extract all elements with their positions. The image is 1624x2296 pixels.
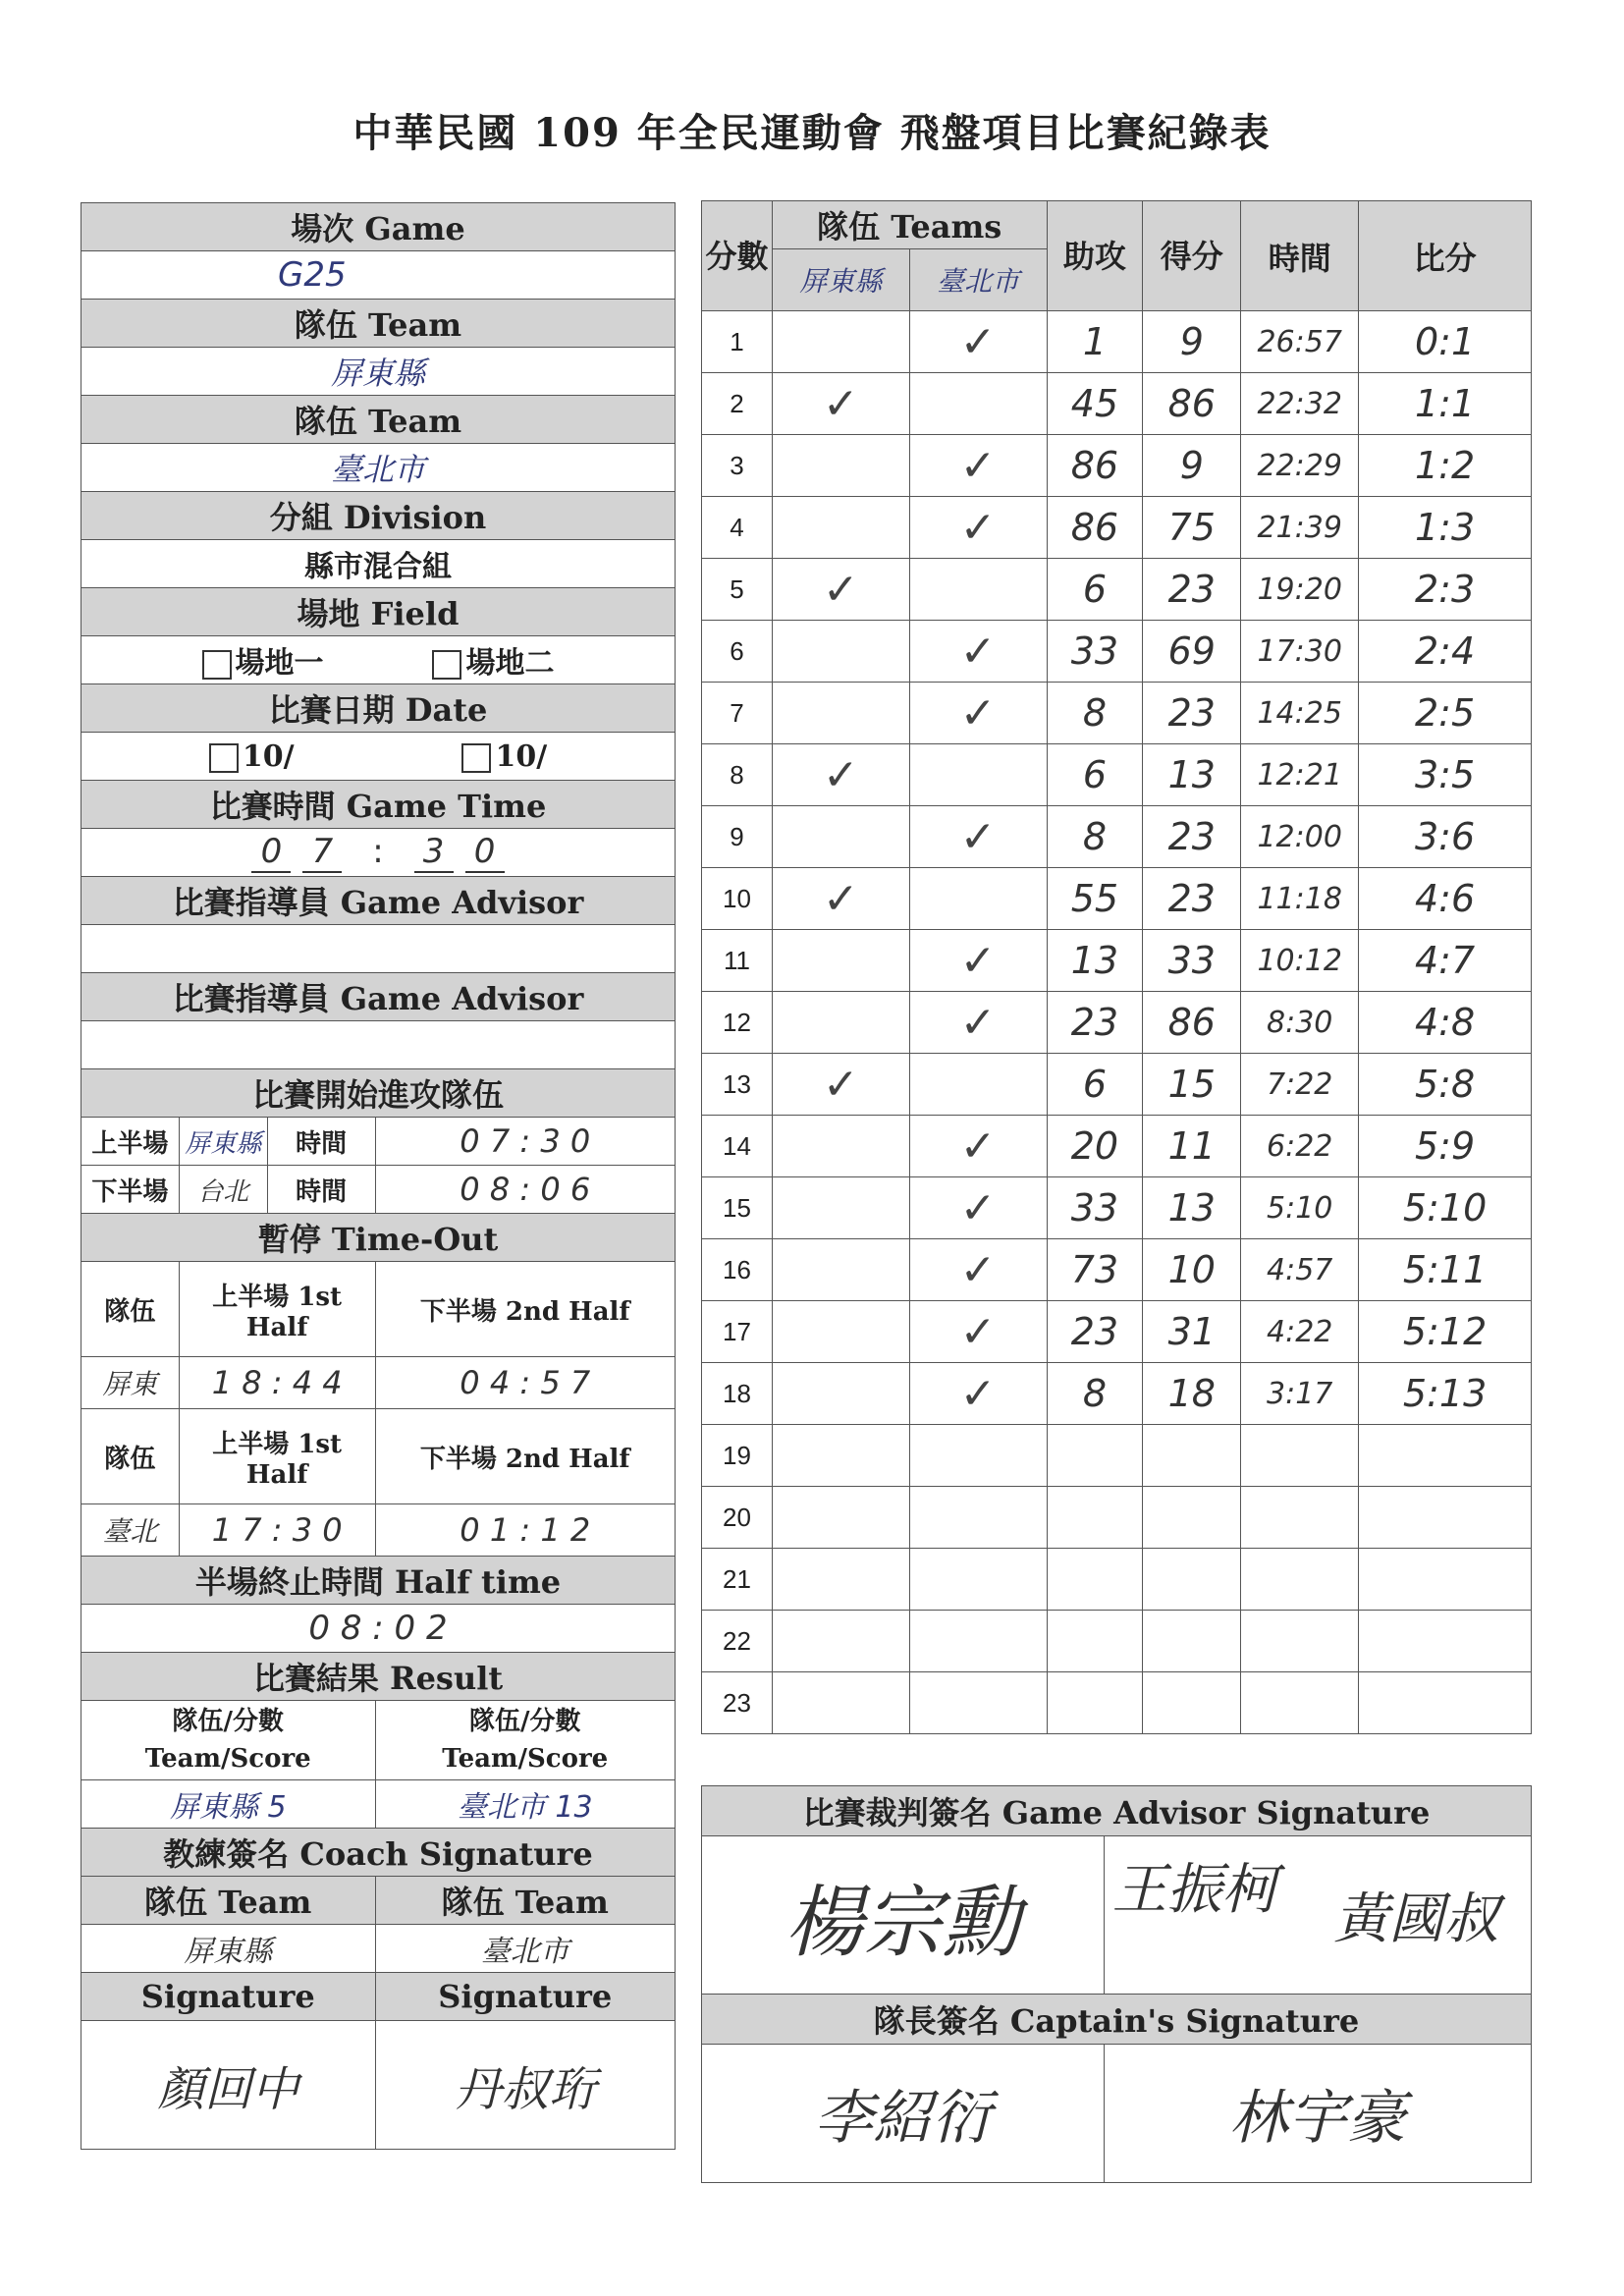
goal-time [1241,1611,1359,1672]
assist-number: 86 [1047,497,1143,559]
date-options [81,733,676,781]
advisor2-value [81,1021,676,1069]
team1-check [772,1116,909,1177]
date2-label: 10/ [495,738,548,774]
col-score-no: 分數 [702,201,773,311]
assist-number: 55 [1047,868,1143,930]
team2-check: ✓ [909,311,1047,373]
team2-check: ✓ [909,930,1047,992]
team2-label: 隊伍 Team [81,396,676,444]
team1-check [772,1239,909,1301]
row-number: 2 [702,373,773,435]
score-row [702,1487,1532,1549]
game-value: G25 [81,251,676,300]
assist-number: 8 [1047,806,1143,868]
goal-number: 75 [1143,497,1241,559]
team2-check: ✓ [909,435,1047,497]
goal-time [1241,1425,1359,1487]
timeout-h2-label-2: 下半場 2nd Half [375,1409,676,1504]
goal-time: 17:30 [1241,621,1359,683]
referee-signature-1: 楊宗勳 [702,1836,1105,1995]
field-options [81,636,676,684]
row-number: 6 [702,621,773,683]
score-row [702,1363,1532,1425]
row-number: 22 [702,1611,773,1672]
goal-number: 9 [1143,311,1241,373]
row-number: 3 [702,435,773,497]
score-row [702,806,1532,868]
running-score: 5:13 [1359,1363,1532,1425]
score-row [702,992,1532,1054]
assist-number: 1 [1047,311,1143,373]
goal-number: 11 [1143,1116,1241,1177]
goal-number: 15 [1143,1054,1241,1116]
assist-number: 8 [1047,1363,1143,1425]
field2-checkbox[interactable] [432,650,461,680]
assist-number [1047,1549,1143,1611]
row-number: 11 [702,930,773,992]
timeout-team2: 臺北 [81,1504,180,1557]
team1-label: 隊伍 Team [81,300,676,348]
score-row [702,683,1532,744]
first-offense-team: 屏東縣 [179,1118,267,1166]
team2-check: ✓ [909,621,1047,683]
score-row [702,1301,1532,1363]
team1-check [772,1301,909,1363]
team2-check [909,1672,1047,1734]
running-score [1359,1611,1532,1672]
goal-time: 3:17 [1241,1363,1359,1425]
team1-check [772,311,909,373]
assist-number [1047,1425,1143,1487]
division-label: 分組 Division [81,492,676,540]
col-time: 時間 [1241,201,1359,311]
score-table [701,200,1532,1734]
col-assist: 助攻 [1047,201,1143,311]
goal-time: 6:22 [1241,1116,1359,1177]
referee-signature-label: 比賽裁判簽名 Game Advisor Signature [702,1786,1532,1836]
assist-number: 6 [1047,1054,1143,1116]
team1-check: ✓ [772,559,909,621]
advisor1-value [81,925,676,973]
goal-time [1241,1549,1359,1611]
team2-check: ✓ [909,497,1047,559]
goal-number [1143,1549,1241,1611]
assist-number: 33 [1047,621,1143,683]
score-row [702,930,1532,992]
team1-check: ✓ [772,868,909,930]
goal-time: 22:29 [1241,435,1359,497]
team1-check: ✓ [772,744,909,806]
score-row [702,1239,1532,1301]
goal-number: 23 [1143,868,1241,930]
goal-time: 4:22 [1241,1301,1359,1363]
field1-checkbox[interactable] [202,650,232,680]
running-score [1359,1549,1532,1611]
coach-sig1-label: Signature [81,1973,376,2021]
timeout-team1-h2: 0 4 : 5 7 [375,1357,676,1409]
goal-number: 31 [1143,1301,1241,1363]
team2-check: ✓ [909,992,1047,1054]
score-row [702,373,1532,435]
date-label: 比賽日期 Date [81,684,676,733]
row-number: 10 [702,868,773,930]
captain-signature-label: 隊長簽名 Captain's Signature [702,1995,1532,2045]
running-score [1359,1487,1532,1549]
assist-number: 73 [1047,1239,1143,1301]
row-number: 23 [702,1672,773,1734]
row-number: 4 [702,497,773,559]
running-score: 4:6 [1359,868,1532,930]
advisor2-label: 比賽指導員 Game Advisor [81,973,676,1021]
row-number: 15 [702,1177,773,1239]
result-label: 比賽結果 Result [81,1653,676,1701]
running-score: 3:6 [1359,806,1532,868]
team2-check [909,1611,1047,1672]
team1-check: ✓ [772,1054,909,1116]
goal-number [1143,1672,1241,1734]
team1-check [772,1611,909,1672]
score-row [702,1177,1532,1239]
timeout-team-label-2: 隊伍 [81,1409,180,1504]
running-score: 1:1 [1359,373,1532,435]
goal-number: 33 [1143,930,1241,992]
assist-number: 6 [1047,559,1143,621]
timeout-label: 暫停 Time-Out [81,1214,676,1262]
row-number: 7 [702,683,773,744]
date2-checkbox[interactable] [461,743,491,773]
team2-check [909,868,1047,930]
row-number: 19 [702,1425,773,1487]
goal-number [1143,1487,1241,1549]
timeout-team1: 屏東 [81,1357,180,1409]
coach-signature-1: 顏回中 [81,2021,376,2150]
captain-signature-2: 林宇豪 [1104,2045,1532,2183]
goal-time: 12:21 [1241,744,1359,806]
goal-number: 86 [1143,373,1241,435]
score-row [702,435,1532,497]
team1-check [772,930,909,992]
team1-check [772,1549,909,1611]
timeout-h1-label: 上半場 1st Half [179,1262,375,1357]
running-score [1359,1672,1532,1734]
running-score: 1:3 [1359,497,1532,559]
timeout-h2-label: 下半場 2nd Half [375,1262,676,1357]
goal-number [1143,1425,1241,1487]
running-score: 5:12 [1359,1301,1532,1363]
goal-number: 18 [1143,1363,1241,1425]
assist-number [1047,1487,1143,1549]
score-row [702,1611,1532,1672]
score-row [702,311,1532,373]
timeout-team-label: 隊伍 [81,1262,180,1357]
goal-number: 13 [1143,744,1241,806]
team2-check: ✓ [909,683,1047,744]
result-col2-header: 隊伍/分數 Team/Score [375,1701,676,1780]
assist-number: 23 [1047,1301,1143,1363]
team2-check [909,1054,1047,1116]
col-score: 比分 [1359,201,1532,311]
division-value: 縣市混合組 [81,540,676,588]
score-row [702,1672,1532,1734]
field2-label: 場地二 [465,646,555,681]
running-score: 2:5 [1359,683,1532,744]
coach-team2-label: 隊伍 Team [375,1877,676,1925]
team1-check [772,992,909,1054]
halftime-value: 0 8 : 0 2 [81,1605,676,1653]
running-score: 4:8 [1359,992,1532,1054]
advisor1-label: 比賽指導員 Game Advisor [81,877,676,925]
team1-check: ✓ [772,373,909,435]
first-offense-time: 0 7 : 3 0 [375,1118,676,1166]
running-score [1359,1425,1532,1487]
goal-number: 86 [1143,992,1241,1054]
second-offense-team: 台北 [179,1166,267,1214]
timeout-team2-h1: 1 7 : 3 0 [179,1504,375,1557]
team1-check [772,1672,909,1734]
score-row [702,1425,1532,1487]
goal-number: 23 [1143,806,1241,868]
running-score: 1:2 [1359,435,1532,497]
game-info-table [81,202,676,2150]
assist-number: 13 [1047,930,1143,992]
goal-time [1241,1487,1359,1549]
assist-number: 23 [1047,992,1143,1054]
team2-check [909,559,1047,621]
assist-number: 20 [1047,1116,1143,1177]
field1-label: 場地一 [235,646,324,681]
row-number: 1 [702,311,773,373]
assist-number: 33 [1047,1177,1143,1239]
row-number: 5 [702,559,773,621]
coach-signature-2: 丹叔珩 [375,2021,676,2150]
row-number: 16 [702,1239,773,1301]
row-number: 21 [702,1549,773,1611]
goal-number: 9 [1143,435,1241,497]
assist-number [1047,1672,1143,1734]
second-half-label: 下半場 [81,1166,180,1214]
team2-check: ✓ [909,1363,1047,1425]
team1-check [772,1177,909,1239]
running-score: 4:7 [1359,930,1532,992]
running-score: 5:8 [1359,1054,1532,1116]
coach-signature-label: 教練簽名 Coach Signature [81,1829,676,1877]
coach-team1-label: 隊伍 Team [81,1877,376,1925]
goal-number: 10 [1143,1239,1241,1301]
team1-check [772,1487,909,1549]
date1-checkbox[interactable] [209,743,239,773]
team1-check [772,621,909,683]
team1-check [772,806,909,868]
goal-number: 23 [1143,683,1241,744]
team2-check: ✓ [909,1177,1047,1239]
col-team2: 臺北市 [909,249,1047,311]
goal-number: 13 [1143,1177,1241,1239]
team2-value: 臺北市 [81,444,676,492]
running-score: 5:10 [1359,1177,1532,1239]
assist-number: 45 [1047,373,1143,435]
score-row [702,1054,1532,1116]
row-number: 8 [702,744,773,806]
second-time-label: 時間 [267,1166,375,1214]
goal-time: 19:20 [1241,559,1359,621]
goal-time: 8:30 [1241,992,1359,1054]
coach-sig2-label: Signature [375,1973,676,2021]
col-goal: 得分 [1143,201,1241,311]
goal-time: 4:57 [1241,1239,1359,1301]
goal-time: 26:57 [1241,311,1359,373]
score-row [702,559,1532,621]
score-row [702,868,1532,930]
score-row [702,1549,1532,1611]
offense-label: 比賽開始進攻隊伍 [81,1069,676,1118]
first-time-label: 時間 [267,1118,375,1166]
captain-signature-1: 李紹衍 [702,2045,1105,2183]
team2-check [909,1487,1047,1549]
goal-number: 23 [1143,559,1241,621]
second-offense-time: 0 8 : 0 6 [375,1166,676,1214]
goal-time: 7:22 [1241,1054,1359,1116]
running-score: 5:9 [1359,1116,1532,1177]
goal-time: 14:25 [1241,683,1359,744]
goal-time [1241,1672,1359,1734]
team1-check [772,497,909,559]
team1-check [772,1363,909,1425]
game-label: 場次 Game [81,203,676,251]
row-number: 17 [702,1301,773,1363]
running-score: 0:1 [1359,311,1532,373]
result-col1-header: 隊伍/分數 Team/Score [81,1701,376,1780]
team1-check [772,435,909,497]
assist-number: 8 [1047,683,1143,744]
row-number: 9 [702,806,773,868]
game-time-label: 比賽時間 Game Time [81,781,676,829]
assist-number: 6 [1047,744,1143,806]
score-row [702,497,1532,559]
goal-number [1143,1611,1241,1672]
goal-time: 12:00 [1241,806,1359,868]
row-number: 12 [702,992,773,1054]
row-number: 13 [702,1054,773,1116]
team1-value: 屏東縣 [81,348,676,396]
score-row [702,621,1532,683]
team1-check [772,683,909,744]
team2-check: ✓ [909,806,1047,868]
goal-time: 21:39 [1241,497,1359,559]
score-rows [702,311,1532,1734]
referee-signature-2-3: 王振柯 黃國叔 [1104,1836,1532,1995]
first-half-label: 上半場 [81,1118,180,1166]
halftime-label: 半場終止時間 Half time [81,1557,676,1605]
row-number: 18 [702,1363,773,1425]
goal-time: 10:12 [1241,930,1359,992]
team2-check: ✓ [909,1116,1047,1177]
col-team1: 屏東縣 [772,249,909,311]
goal-time: 5:10 [1241,1177,1359,1239]
team2-check: ✓ [909,1301,1047,1363]
team2-check [909,1549,1047,1611]
running-score: 2:4 [1359,621,1532,683]
team2-check: ✓ [909,1239,1047,1301]
goal-time: 11:18 [1241,868,1359,930]
running-score: 5:11 [1359,1239,1532,1301]
coach-team2: 臺北市 [375,1925,676,1973]
signature-table [701,1785,1532,2183]
timeout-h1-label-2: 上半場 1st Half [179,1409,375,1504]
team1-check [772,1425,909,1487]
col-teams: 隊伍 Teams [772,201,1047,249]
timeout-team1-h1: 1 8 : 4 4 [179,1357,375,1409]
coach-team1: 屏東縣 [81,1925,376,1973]
row-number: 20 [702,1487,773,1549]
result-team2: 臺北市 13 [375,1780,676,1829]
timeout-team2-h2: 0 1 : 1 2 [375,1504,676,1557]
score-row [702,744,1532,806]
running-score: 3:5 [1359,744,1532,806]
team2-check [909,373,1047,435]
goal-number: 69 [1143,621,1241,683]
game-time-value: 0 7 : 3 0 [81,829,676,877]
team2-check [909,744,1047,806]
date1-label: 10/ [242,738,295,774]
goal-time: 22:32 [1241,373,1359,435]
assist-number [1047,1611,1143,1672]
document-title: 中華民國 109 年全民運動會 飛盤項目比賽紀錄表 [352,110,1272,156]
row-number: 14 [702,1116,773,1177]
score-row [702,1116,1532,1177]
result-team1: 屏東縣 5 [81,1780,376,1829]
field-label: 場地 Field [81,588,676,636]
team2-check [909,1425,1047,1487]
running-score: 2:3 [1359,559,1532,621]
assist-number: 86 [1047,435,1143,497]
